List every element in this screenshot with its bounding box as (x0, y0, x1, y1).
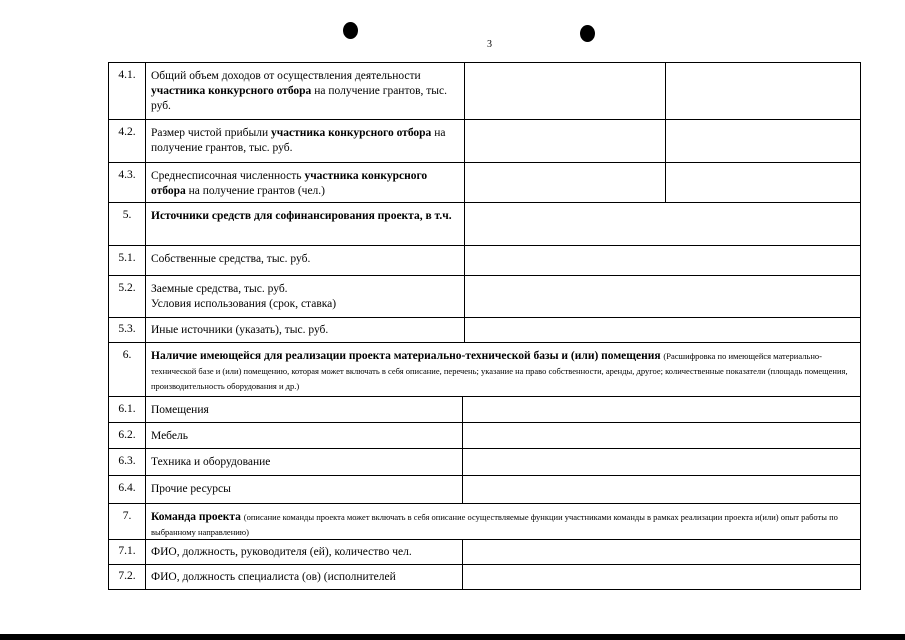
punch-hole-mark (343, 22, 358, 39)
column-divider (462, 476, 463, 503)
table-row (109, 163, 860, 203)
page-number: 3 (487, 39, 492, 50)
row-label: Техника и оборудование (151, 456, 271, 468)
column-divider (462, 423, 463, 448)
table-row (109, 203, 860, 246)
row-number: 4.1. (109, 63, 146, 119)
row-number: 7.2. (109, 565, 146, 590)
application-form-table (108, 62, 861, 590)
table-row (109, 397, 860, 423)
row-label: ФИО, должность, руководителя (ей), количество чел. (151, 546, 412, 558)
table-row (109, 423, 860, 449)
column-divider (464, 163, 465, 202)
row-number: 5. (109, 203, 146, 245)
section-heading: Источники средств для софинансирования проекта, в т.ч. (151, 210, 452, 222)
table-row (109, 63, 860, 120)
row-label: ФИО, должность специалиста (ов) (исполнителей (151, 571, 396, 583)
row-label: Размер чистой прибыли участника конкурсного отбора на получение грантов, тыс. руб. (151, 127, 446, 154)
section-heading: Наличие имеющейся для реализации проекта материально-технической базы и (или) помещения (Расшифровка по имеющейся материально-технической базе и (или) помещению, которая может включать в себя описание, перечень; указание на право собственности, аренды, другое; количественные показатели (площадь помещения, производительность оборудования и др.) (151, 350, 848, 391)
row-label: Прочие ресурсы (151, 483, 231, 495)
row-label: Заемные средства, тыс. руб. Условия использования (срок, ставка) (151, 283, 337, 310)
column-divider (464, 246, 465, 275)
column-divider (464, 203, 465, 245)
row-number: 7.1. (109, 540, 146, 564)
row-number: 5.3. (109, 318, 146, 342)
row-label: Мебель (151, 430, 188, 442)
column-divider (464, 318, 465, 342)
table-row (109, 565, 860, 590)
column-divider (464, 63, 465, 119)
column-divider (665, 63, 666, 119)
table-row (109, 246, 860, 276)
row-number: 5.1. (109, 246, 146, 275)
row-number: 6.3. (109, 449, 146, 475)
column-divider (464, 276, 465, 317)
section-heading: Команда проекта (описание команды проекта может включать в себя описание осуществляемые функции участниками команды в рамках реализации проекта и(или) опыт работы по выбранному направлению) (151, 511, 838, 537)
table-row (109, 540, 860, 565)
row-label: Среднесписочная численность участника конкурсного отбора на получение грантов (чел.) (151, 170, 428, 197)
row-label: Собственные средства, тыс. руб. (151, 253, 311, 265)
column-divider (665, 163, 666, 202)
table-row (109, 318, 860, 343)
row-number: 4.2. (109, 120, 146, 162)
table-row (109, 120, 860, 163)
column-divider (462, 565, 463, 590)
row-label: Иные источники (указать), тыс. руб. (151, 324, 329, 336)
column-divider (462, 449, 463, 475)
row-number: 4.3. (109, 163, 146, 202)
table-row (109, 276, 860, 318)
row-number: 6.2. (109, 423, 146, 448)
column-divider (665, 120, 666, 162)
table-row (109, 343, 860, 397)
punch-hole-mark (580, 25, 595, 42)
column-divider (462, 397, 463, 422)
column-divider (462, 540, 463, 564)
row-number: 6.4. (109, 476, 146, 503)
table-row (109, 476, 860, 504)
row-number: 5.2. (109, 276, 146, 317)
scan-edge-shadow (0, 634, 905, 640)
table-row (109, 449, 860, 476)
row-number: 7. (109, 504, 146, 539)
row-label: Помещения (151, 404, 209, 416)
table-row (109, 504, 860, 540)
row-number: 6. (109, 343, 146, 396)
row-number: 6.1. (109, 397, 146, 422)
row-label: Общий объем доходов от осуществления деятельности участника конкурсного отбора на получение грантов, тыс. руб. (151, 70, 447, 112)
column-divider (464, 120, 465, 162)
